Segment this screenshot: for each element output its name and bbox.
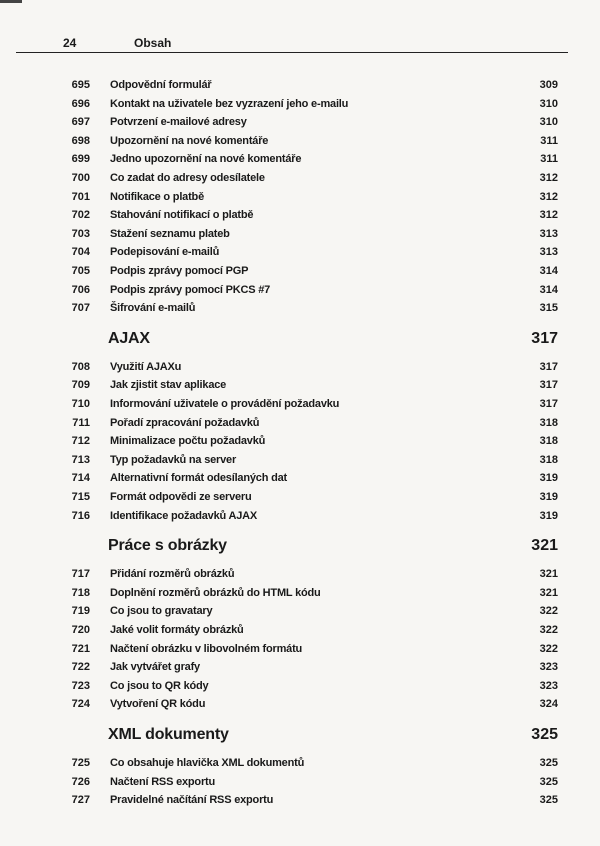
toc-entry <box>60 225 560 243</box>
chapter-page: 325 <box>531 726 558 743</box>
toc-entry <box>60 640 560 658</box>
entry-title: Upozornění na nové komentáře <box>110 134 269 147</box>
entry-page: 311 <box>540 134 558 147</box>
entry-title: Typ požadavků na server <box>110 453 237 466</box>
entry-page: 317 <box>539 379 558 392</box>
toc-entry <box>60 206 560 224</box>
entry-page: 325 <box>539 775 558 788</box>
entry-page: 317 <box>539 398 558 410</box>
entry-number: 719 <box>71 605 90 618</box>
entry-number: 700 <box>71 172 90 184</box>
entry-page: 325 <box>539 757 558 769</box>
entry-page: 310 <box>539 116 558 129</box>
entry-number: 727 <box>71 794 90 807</box>
toc-entry <box>60 584 560 602</box>
entry-number: 722 <box>71 661 90 674</box>
chapter-title: XML dokumenty <box>108 726 229 743</box>
chapter-title: AJAX <box>108 329 150 347</box>
entry-number: 706 <box>71 283 90 296</box>
entry-number: 718 <box>71 586 90 599</box>
entry-title: Přidání rozměrů obrázků <box>110 568 235 581</box>
toc-entry <box>60 358 560 376</box>
chapter-page: 317 <box>531 329 558 347</box>
toc-entry <box>60 395 560 413</box>
entry-title: Co jsou to QR kódy <box>110 679 209 692</box>
toc-entry <box>60 76 560 94</box>
entry-number: 725 <box>71 757 90 769</box>
chapter-heading <box>108 533 560 559</box>
entry-page: 322 <box>539 605 558 618</box>
entry-title: Jak zjistit stav aplikace <box>110 379 227 392</box>
entry-number: 712 <box>71 435 90 448</box>
toc-entry <box>60 488 560 506</box>
entry-page: 322 <box>539 624 558 636</box>
toc-entry <box>60 791 560 809</box>
entry-page: 319 <box>539 509 558 522</box>
entry-page: 321 <box>539 586 558 599</box>
entry-page: 314 <box>539 265 558 277</box>
entry-title: Doplnění rozměrů obrázků do HTML kódu <box>110 586 321 599</box>
entry-title: Jak vytvářet grafy <box>110 661 200 674</box>
entry-page: 312 <box>539 190 558 203</box>
entry-page: 312 <box>539 172 558 184</box>
entry-title: Jaké volit formáty obrázků <box>110 624 244 636</box>
entry-title: Informování uživatele o provádění požadavku <box>110 398 340 410</box>
chapter-page: 321 <box>531 537 558 555</box>
entry-page: 313 <box>539 227 558 240</box>
toc-entry <box>60 602 560 620</box>
toc-entry <box>60 507 560 525</box>
entry-title: Šifrování e-mailů <box>110 302 196 315</box>
entry-number: 708 <box>71 360 90 373</box>
entry-number: 705 <box>71 265 90 277</box>
entry-title: Odpovědní formulář <box>110 79 212 91</box>
entry-title: Podepisování e-mailů <box>110 246 220 259</box>
entry-page: 310 <box>539 97 558 110</box>
entry-number: 717 <box>71 568 90 581</box>
toc-entry <box>60 262 560 280</box>
entry-number: 720 <box>71 624 90 636</box>
entry-number: 703 <box>71 227 90 240</box>
toc-entry <box>60 754 560 772</box>
toc-entry <box>60 677 560 695</box>
entry-number: 713 <box>71 453 90 466</box>
toc-entry <box>60 169 560 187</box>
entry-number: 699 <box>71 153 90 166</box>
entry-number: 707 <box>71 302 90 315</box>
entry-title: Podpis zprávy pomocí PKCS #7 <box>110 283 271 296</box>
entry-number: 695 <box>71 79 90 91</box>
entry-title: Podpis zprávy pomocí PGP <box>110 265 249 277</box>
entry-page: 313 <box>539 246 558 259</box>
toc-entry <box>60 132 560 150</box>
entry-title: Alternativní formát odesílaných dat <box>110 472 287 485</box>
entry-number: 710 <box>71 398 90 410</box>
entry-number: 709 <box>71 379 90 392</box>
entry-number: 726 <box>71 775 90 788</box>
entry-page: 315 <box>539 302 558 315</box>
chapter-title: Práce s obrázky <box>108 537 227 555</box>
entry-title: Stahování notifikací o platbě <box>110 209 254 222</box>
entry-title: Minimalizace počtu požadavků <box>110 435 266 448</box>
chapter-heading <box>108 326 560 352</box>
header-title: Obsah <box>134 36 172 50</box>
entry-title: Co jsou to gravatary <box>110 605 213 618</box>
toc-entry <box>60 188 560 206</box>
page-number: 24 <box>63 36 77 50</box>
entry-title: Pořadí zpracování požadavků <box>110 416 260 429</box>
entry-number: 715 <box>71 491 90 503</box>
entry-page: 319 <box>539 472 558 485</box>
toc-entry <box>60 281 560 299</box>
toc-entry <box>60 432 560 450</box>
entry-page: 319 <box>539 491 558 503</box>
entry-page: 318 <box>539 416 558 429</box>
entry-title: Stažení seznamu plateb <box>110 227 230 240</box>
toc-entry <box>60 621 560 639</box>
entry-title: Vytvoření QR kódu <box>110 698 206 711</box>
entry-title: Jedno upozornění na nové komentáře <box>110 153 302 166</box>
entry-page: 317 <box>539 360 558 373</box>
entry-number: 716 <box>71 509 90 522</box>
entry-title: Kontakt na uživatele bez vyzrazení jeho e-mailu <box>110 97 349 110</box>
entry-number: 698 <box>71 134 90 147</box>
entry-title: Načtení RSS exportu <box>110 775 216 788</box>
entry-title: Načtení obrázku v libovolném formátu <box>110 642 303 655</box>
entry-number: 711 <box>72 416 90 429</box>
entry-page: 318 <box>539 453 558 466</box>
entry-page: 314 <box>539 283 558 296</box>
entry-page: 322 <box>539 642 558 655</box>
toc-entry <box>60 113 560 131</box>
entry-number: 723 <box>71 679 90 692</box>
entry-title: Formát odpovědi ze serveru <box>110 491 252 503</box>
entry-title: Identifikace požadavků AJAX <box>110 509 258 522</box>
chapter-heading <box>108 722 560 748</box>
entry-page: 312 <box>539 209 558 222</box>
entry-number: 696 <box>71 97 90 110</box>
entry-title: Využití AJAXu <box>110 360 182 373</box>
toc-entry <box>60 451 560 469</box>
entry-page: 311 <box>540 153 558 166</box>
toc-entry <box>60 243 560 261</box>
entry-number: 724 <box>71 698 90 711</box>
entry-page: 318 <box>539 435 558 448</box>
entry-title: Notifikace o platbě <box>110 190 204 203</box>
entry-title: Pravidelné načítání RSS exportu <box>110 794 274 807</box>
entry-number: 702 <box>71 209 90 222</box>
toc-entry <box>60 376 560 394</box>
entry-title: Co obsahuje hlavička XML dokumentů <box>110 757 305 769</box>
entry-page: 323 <box>539 679 558 692</box>
toc-entry <box>60 469 560 487</box>
toc-entry <box>60 150 560 168</box>
toc-entry <box>60 414 560 432</box>
toc-entry <box>60 695 560 713</box>
entry-title: Co zadat do adresy odesílatele <box>110 172 265 184</box>
entry-number: 697 <box>71 116 90 129</box>
entry-number: 704 <box>71 246 90 259</box>
toc-entry <box>60 773 560 791</box>
entry-page: 309 <box>539 79 558 91</box>
toc-entry <box>60 299 560 317</box>
entry-page: 324 <box>539 698 558 711</box>
entry-page: 323 <box>539 661 558 674</box>
toc-entry <box>60 565 560 583</box>
toc-entry <box>60 658 560 676</box>
entry-number: 714 <box>71 472 90 485</box>
entry-page: 321 <box>539 568 558 581</box>
toc-entry <box>60 95 560 113</box>
entry-number: 721 <box>71 642 90 655</box>
entry-title: Potvrzení e-mailové adresy <box>110 116 247 129</box>
entry-page: 325 <box>539 794 558 807</box>
entry-number: 701 <box>71 190 90 203</box>
